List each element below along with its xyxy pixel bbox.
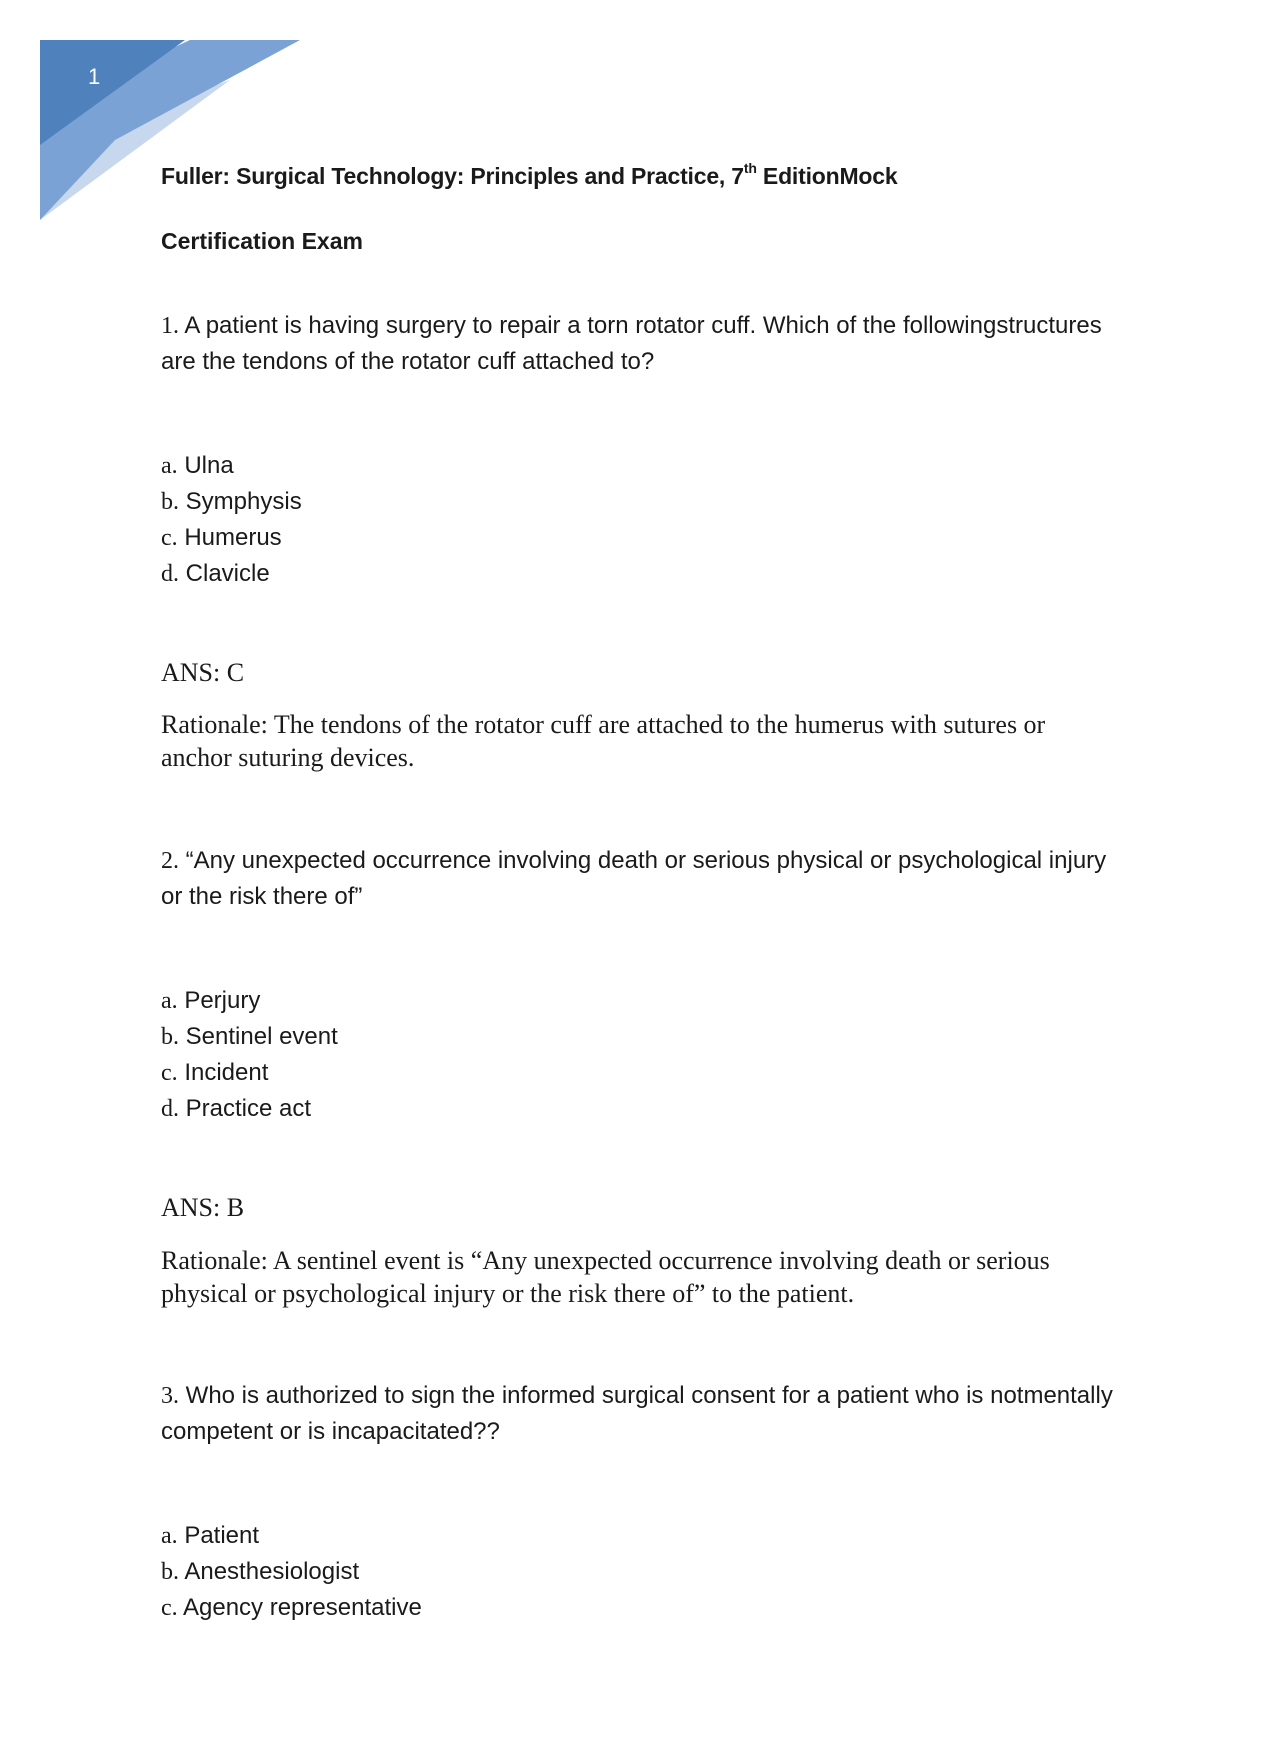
question-1-option-c	[161, 520, 302, 556]
option-letter: a.	[161, 1523, 178, 1549]
question-3-options	[161, 1518, 422, 1626]
question-1-body: A patient is having surgery to repair a torn rotator cuff. Which of the followingstructures are the tendons of the rotator cuff attached to?	[161, 312, 1102, 375]
question-1-number: 1.	[161, 313, 179, 339]
option-letter: d.	[161, 561, 179, 587]
option-text: Incident	[177, 1059, 269, 1086]
question-3-option-b	[161, 1554, 422, 1590]
question-2-options	[161, 983, 338, 1127]
question-2-option-b	[161, 1019, 338, 1055]
option-letter: b.	[161, 1559, 179, 1585]
question-2-body: “Any unexpected occurrence involving death or serious physical or psychological injury or the risk there of”	[161, 847, 1107, 910]
question-2-rationale: Rationale: A sentinel event is “Any unexpected occurrence involving death or serious physical or psychological injury or the risk there of” to the patient.	[161, 1246, 1050, 1308]
question-1-option-b	[161, 484, 302, 520]
option-text: Humerus	[177, 524, 282, 551]
document-title	[161, 160, 898, 190]
question-2-option-a	[161, 983, 338, 1019]
option-text: Symphysis	[179, 488, 302, 515]
question-2-answer: ANS: B	[161, 1193, 245, 1222]
document-subtitle: Certification Exam	[161, 228, 363, 254]
question-3-text	[161, 1378, 1121, 1450]
title-superscript: th	[743, 160, 757, 177]
option-text: Ulna	[177, 452, 234, 479]
question-1-answer: ANS: C	[161, 658, 245, 687]
option-letter: c.	[161, 1060, 178, 1086]
option-letter: c.	[161, 525, 178, 551]
question-1-rationale: Rationale: The tendons of the rotator cuff are attached to the humerus with sutures or anchor suturing devices.	[161, 710, 1046, 772]
question-2-option-d	[161, 1091, 338, 1127]
question-1-option-d	[161, 556, 302, 592]
option-letter: a.	[161, 453, 178, 479]
question-3-option-a	[161, 1518, 422, 1554]
option-text: Clavicle	[179, 560, 270, 587]
question-2-number: 2.	[161, 848, 179, 874]
question-1-text	[161, 308, 1121, 380]
option-letter: b.	[161, 1024, 179, 1050]
option-letter: d.	[161, 1096, 179, 1122]
option-text: Agency representative	[177, 1594, 422, 1621]
page-corner-graphic	[40, 40, 300, 220]
question-2-option-c	[161, 1055, 338, 1091]
option-letter: c.	[161, 1595, 178, 1621]
title-tail: EditionMock	[756, 163, 898, 189]
option-text: Perjury	[177, 987, 261, 1014]
option-letter: b.	[161, 489, 179, 515]
option-text: Practice act	[179, 1095, 312, 1122]
option-text: Anesthesiologist	[179, 1558, 360, 1585]
question-1-options	[161, 448, 302, 592]
option-text: Patient	[177, 1522, 260, 1549]
question-2-text	[161, 843, 1121, 915]
page-number: 1	[88, 64, 101, 89]
title-main: Fuller: Surgical Technology: Principles and Practice, 7	[161, 163, 744, 189]
option-text: Sentinel event	[179, 1023, 338, 1050]
question-3-body: Who is authorized to sign the informed surgical consent for a patient who is notmentally competent or is incapacitated??	[161, 1382, 1113, 1445]
option-letter: a.	[161, 988, 178, 1014]
question-3-number: 3.	[161, 1383, 179, 1409]
question-3-option-c	[161, 1590, 422, 1626]
question-1-option-a	[161, 448, 302, 484]
